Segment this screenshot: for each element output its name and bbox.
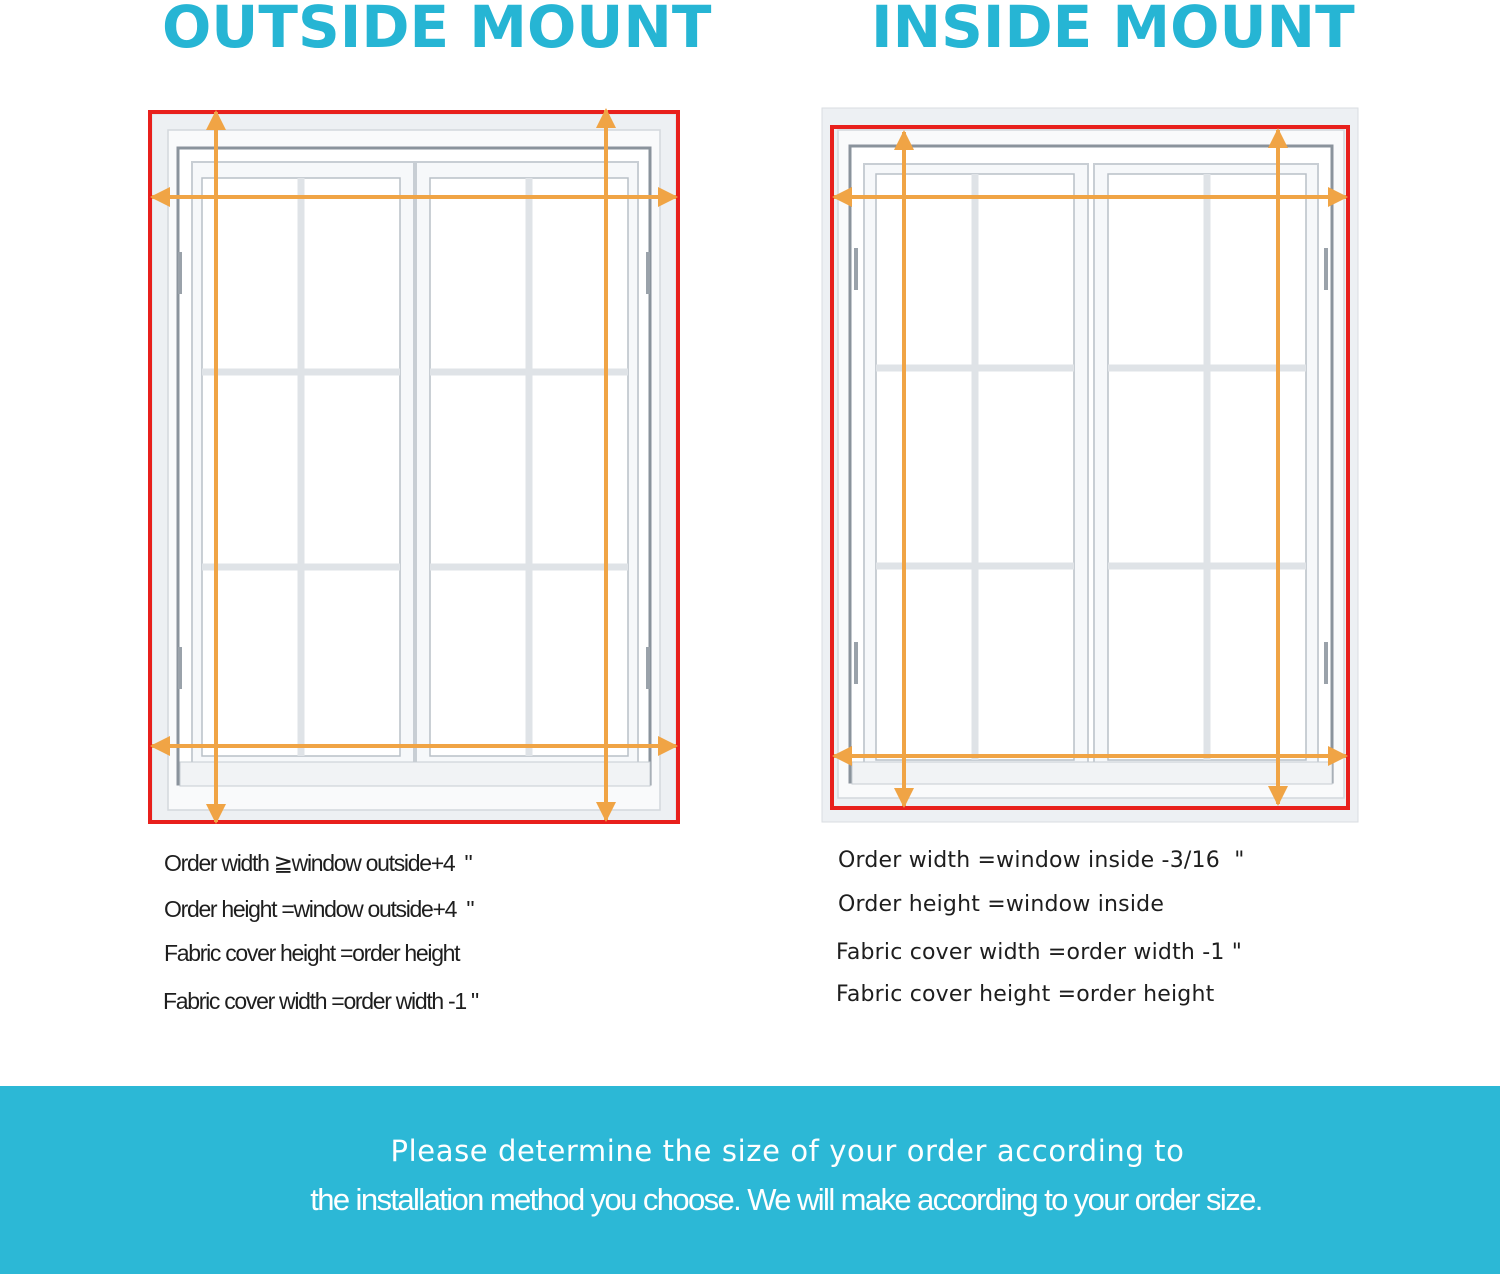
outside-spec-order-width: Order width ≧window outside+4 "	[164, 850, 472, 876]
inside-spec-order-height: Order height =window inside	[838, 892, 1165, 917]
outside-mount-window-diagram	[140, 102, 690, 832]
outside-mount-title: OUTSIDE MOUNT	[162, 0, 712, 61]
info-banner	[0, 1086, 1500, 1274]
outside-spec-fabric-width: Fabric cover width =order width -1 "	[163, 988, 478, 1014]
inside-mount-window-diagram	[818, 102, 1363, 827]
outside-spec-order-height: Order height =window outside+4 "	[164, 896, 474, 922]
inside-mount-title: INSIDE MOUNT	[871, 0, 1355, 61]
outside-spec-fabric-height: Fabric cover height =order height	[164, 940, 460, 966]
inside-spec-order-width: Order width =window inside -3/16 "	[838, 848, 1245, 873]
banner-line-2: the installation method you choose. We will make according to your order size.	[310, 1182, 1262, 1217]
inside-spec-fabric-width: Fabric cover width =order width -1 "	[836, 940, 1243, 965]
window-frame	[152, 114, 676, 822]
banner-line-1: Please determine the size of your order according to	[390, 1134, 1185, 1168]
inside-spec-fabric-height: Fabric cover height =order height	[836, 982, 1215, 1007]
